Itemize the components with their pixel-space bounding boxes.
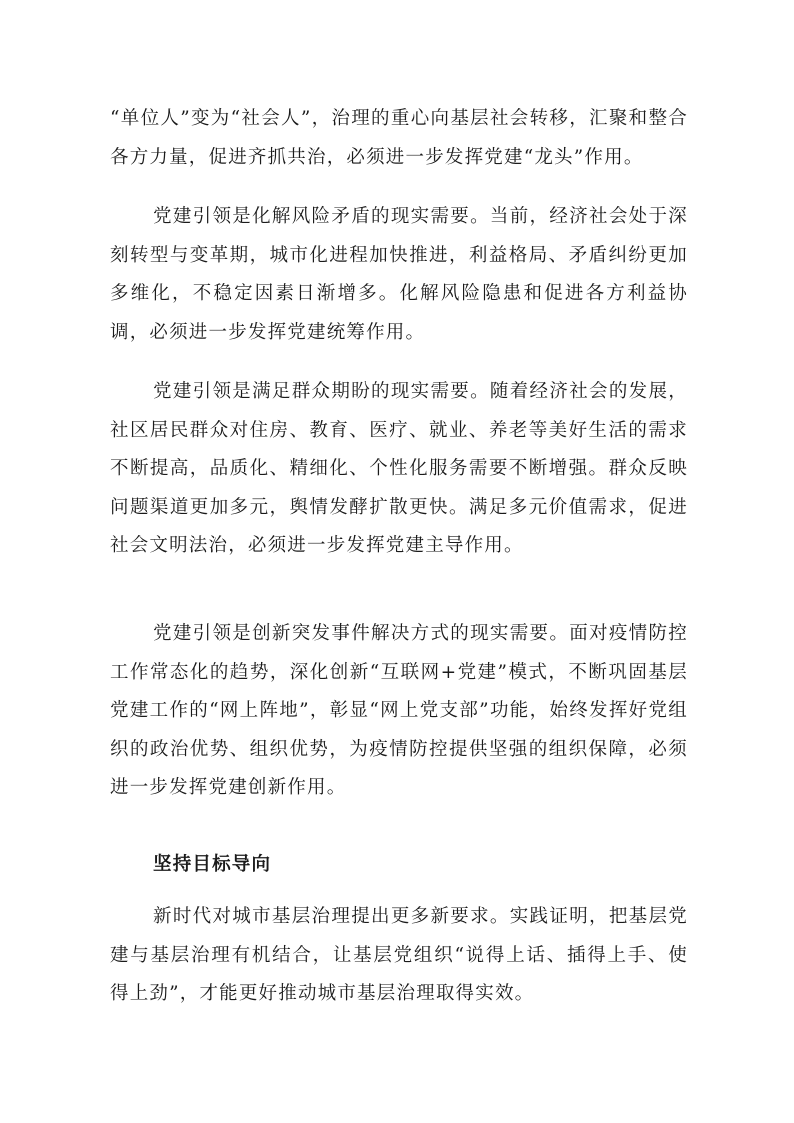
paragraph-public-expectations: 党建引领是满足群众期盼的现实需要。随着经济社会的发展，社区居民群众对住房、教育、医疗、就业、养老等美好生活的需求不断提高，品质化、精细化、个性化服务需要不断增强。群众反映问题渠道更加多元，舆情发酵扩散更快。满足多元价值需求，促进社会文明法治，必须进一步发挥党建主导作用。 xyxy=(110,381,688,556)
paragraph-emergency-innovation: 党建引领是创新突发事件解决方式的现实需要。面对疫情防控工作常态化的趋势，深化创新“互联网+党建”模式，不断巩固基层党建工作的“网上阵地”，彰显“网上党支部”功能，始终发挥好党组织的政治优势、组织优势，为疫情防控提供坚强的组织保障，必须进一步发挥党建创新作用。 xyxy=(110,623,688,798)
paragraph-continuation: “单位人”变为“社会人”，治理的重心向基层社会转移，汇聚和整合各方力量，促进齐抓共治，必须进一步发挥党建“龙头”作用。 xyxy=(110,108,688,168)
paragraph-risk-resolution: 党建引领是化解风险矛盾的现实需要。当前，经济社会处于深刻转型与变革期，城市化进程加快推进，利益格局、矛盾纠纷更加多维化，不稳定因素日渐增多。化解风险隐患和促进各方利益协调，必须进一步发挥党建统筹作用。 xyxy=(110,206,688,343)
section-heading: 坚持目标导向 xyxy=(153,854,272,875)
paragraph-new-era-requirements: 新时代对城市基层治理提出更多新要求。实践证明，把基层党建与基层治理有机结合，让基层党组织“说得上话、插得上手、使得上劲”，才能更好推动城市基层治理取得实效。 xyxy=(110,906,688,1004)
